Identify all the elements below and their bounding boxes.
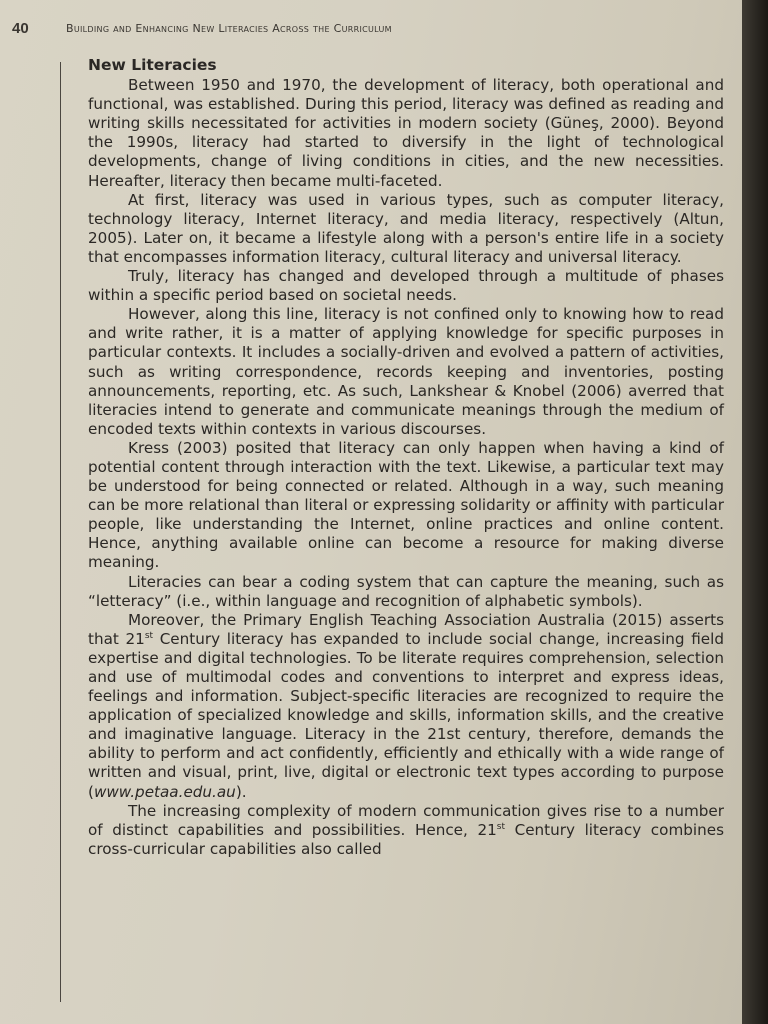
paragraph-7 xyxy=(88,611,724,802)
paragraph-7-text-a: Moreover, the Primary English Teaching Association Australia (2015) asserts that 21 xyxy=(88,610,724,648)
paragraph-7-text-b: Century literacy has expanded to include social change, increasing field expertise and digital technologies. To be literate requires comprehension, selection and use of multimodal codes and conventions to interpret and express ideas, feelings and information. Subject-specific literacies are recognized to require the application of specialized knowledge and skills, information skills, and the creative and imaginative language. Literacy in the 21st century, therefore, demands the ability to perform and act confidently, efficiently and ethically with a wide range of written and visual, print, live, digital or electronic text types according to purpose ( xyxy=(88,629,724,801)
page-number: 40 xyxy=(12,20,29,37)
paragraph-8-text-b: Century literacy combines cross-curricular capabilities also called xyxy=(88,820,724,858)
paragraph-8 xyxy=(88,802,724,859)
paragraph-3: Truly, literacy has changed and developed through a multitude of phases within a specific period based on societal needs. xyxy=(88,267,724,305)
paragraph-2: At first, literacy was used in various types, such as computer literacy, technology literacy, Internet literacy, and media literacy, respectively (Altun, 2005). Later on, it became a lifestyle along with a person's entire life in a society that encompasses information literacy, cultural literacy and universal literacy. xyxy=(88,190,724,266)
ordinal-suffix: st xyxy=(144,630,154,641)
section-heading: New Literacies xyxy=(88,56,217,74)
margin-rule xyxy=(60,62,61,1002)
reference-url: www.petaa.edu.au xyxy=(93,782,236,801)
page-edge-shadow xyxy=(742,0,768,1024)
running-head: Building and Enhancing New Literacies Across the Curriculum xyxy=(66,22,392,35)
ordinal-suffix: st xyxy=(496,821,505,832)
paragraph-6: Literacies can bear a coding system that can capture the meaning, such as “letteracy” (i.e., within language and recognition of alphabetic symbols). xyxy=(88,572,724,610)
paragraph-1: Between 1950 and 1970, the development of literacy, both operational and functional, was established. During this period, literacy was defined as reading and writing skills necessitated for activities in modern society (Güneş, 2000). Beyond the 1990s, literacy had started to diversify in the light of technological developments, change of living conditions in cities, and the new necessities. Hereafter, literacy then became multi-faceted. xyxy=(88,76,724,190)
page-header xyxy=(12,12,712,38)
paragraph-4: However, along this line, literacy is not confined only to knowing how to read and write rather, it is a matter of applying knowledge for specific purposes in particular contexts. It includes a socially-driven and evolved a pattern of activities, such as writing correspondence, records keeping and inventories, posting announcements, reporting, etc. As such, Lankshear & Knobel (2006) averred that literacies intend to generate and communicate meanings through the medium of encoded texts within contexts in various discourses. xyxy=(88,305,724,438)
paragraph-5: Kress (2003) posited that literacy can only happen when having a kind of potential content through interaction with the text. Likewise, a particular text may be understood for being connected or related. Although in a way, such meaning can be more relational than literal or expressing solidarity or affinity with particular people, like understanding the Internet, online practices and online content. Hence, anything available online can become a resource for making diverse meaning. xyxy=(88,438,724,572)
body-text xyxy=(88,56,724,859)
paragraph-8-text-a: The increasing complexity of modern communication gives rise to a number of distinct capabilities and possibilities. Hence, 21 xyxy=(88,801,724,839)
paragraph-7-text-c: ). xyxy=(235,782,247,801)
